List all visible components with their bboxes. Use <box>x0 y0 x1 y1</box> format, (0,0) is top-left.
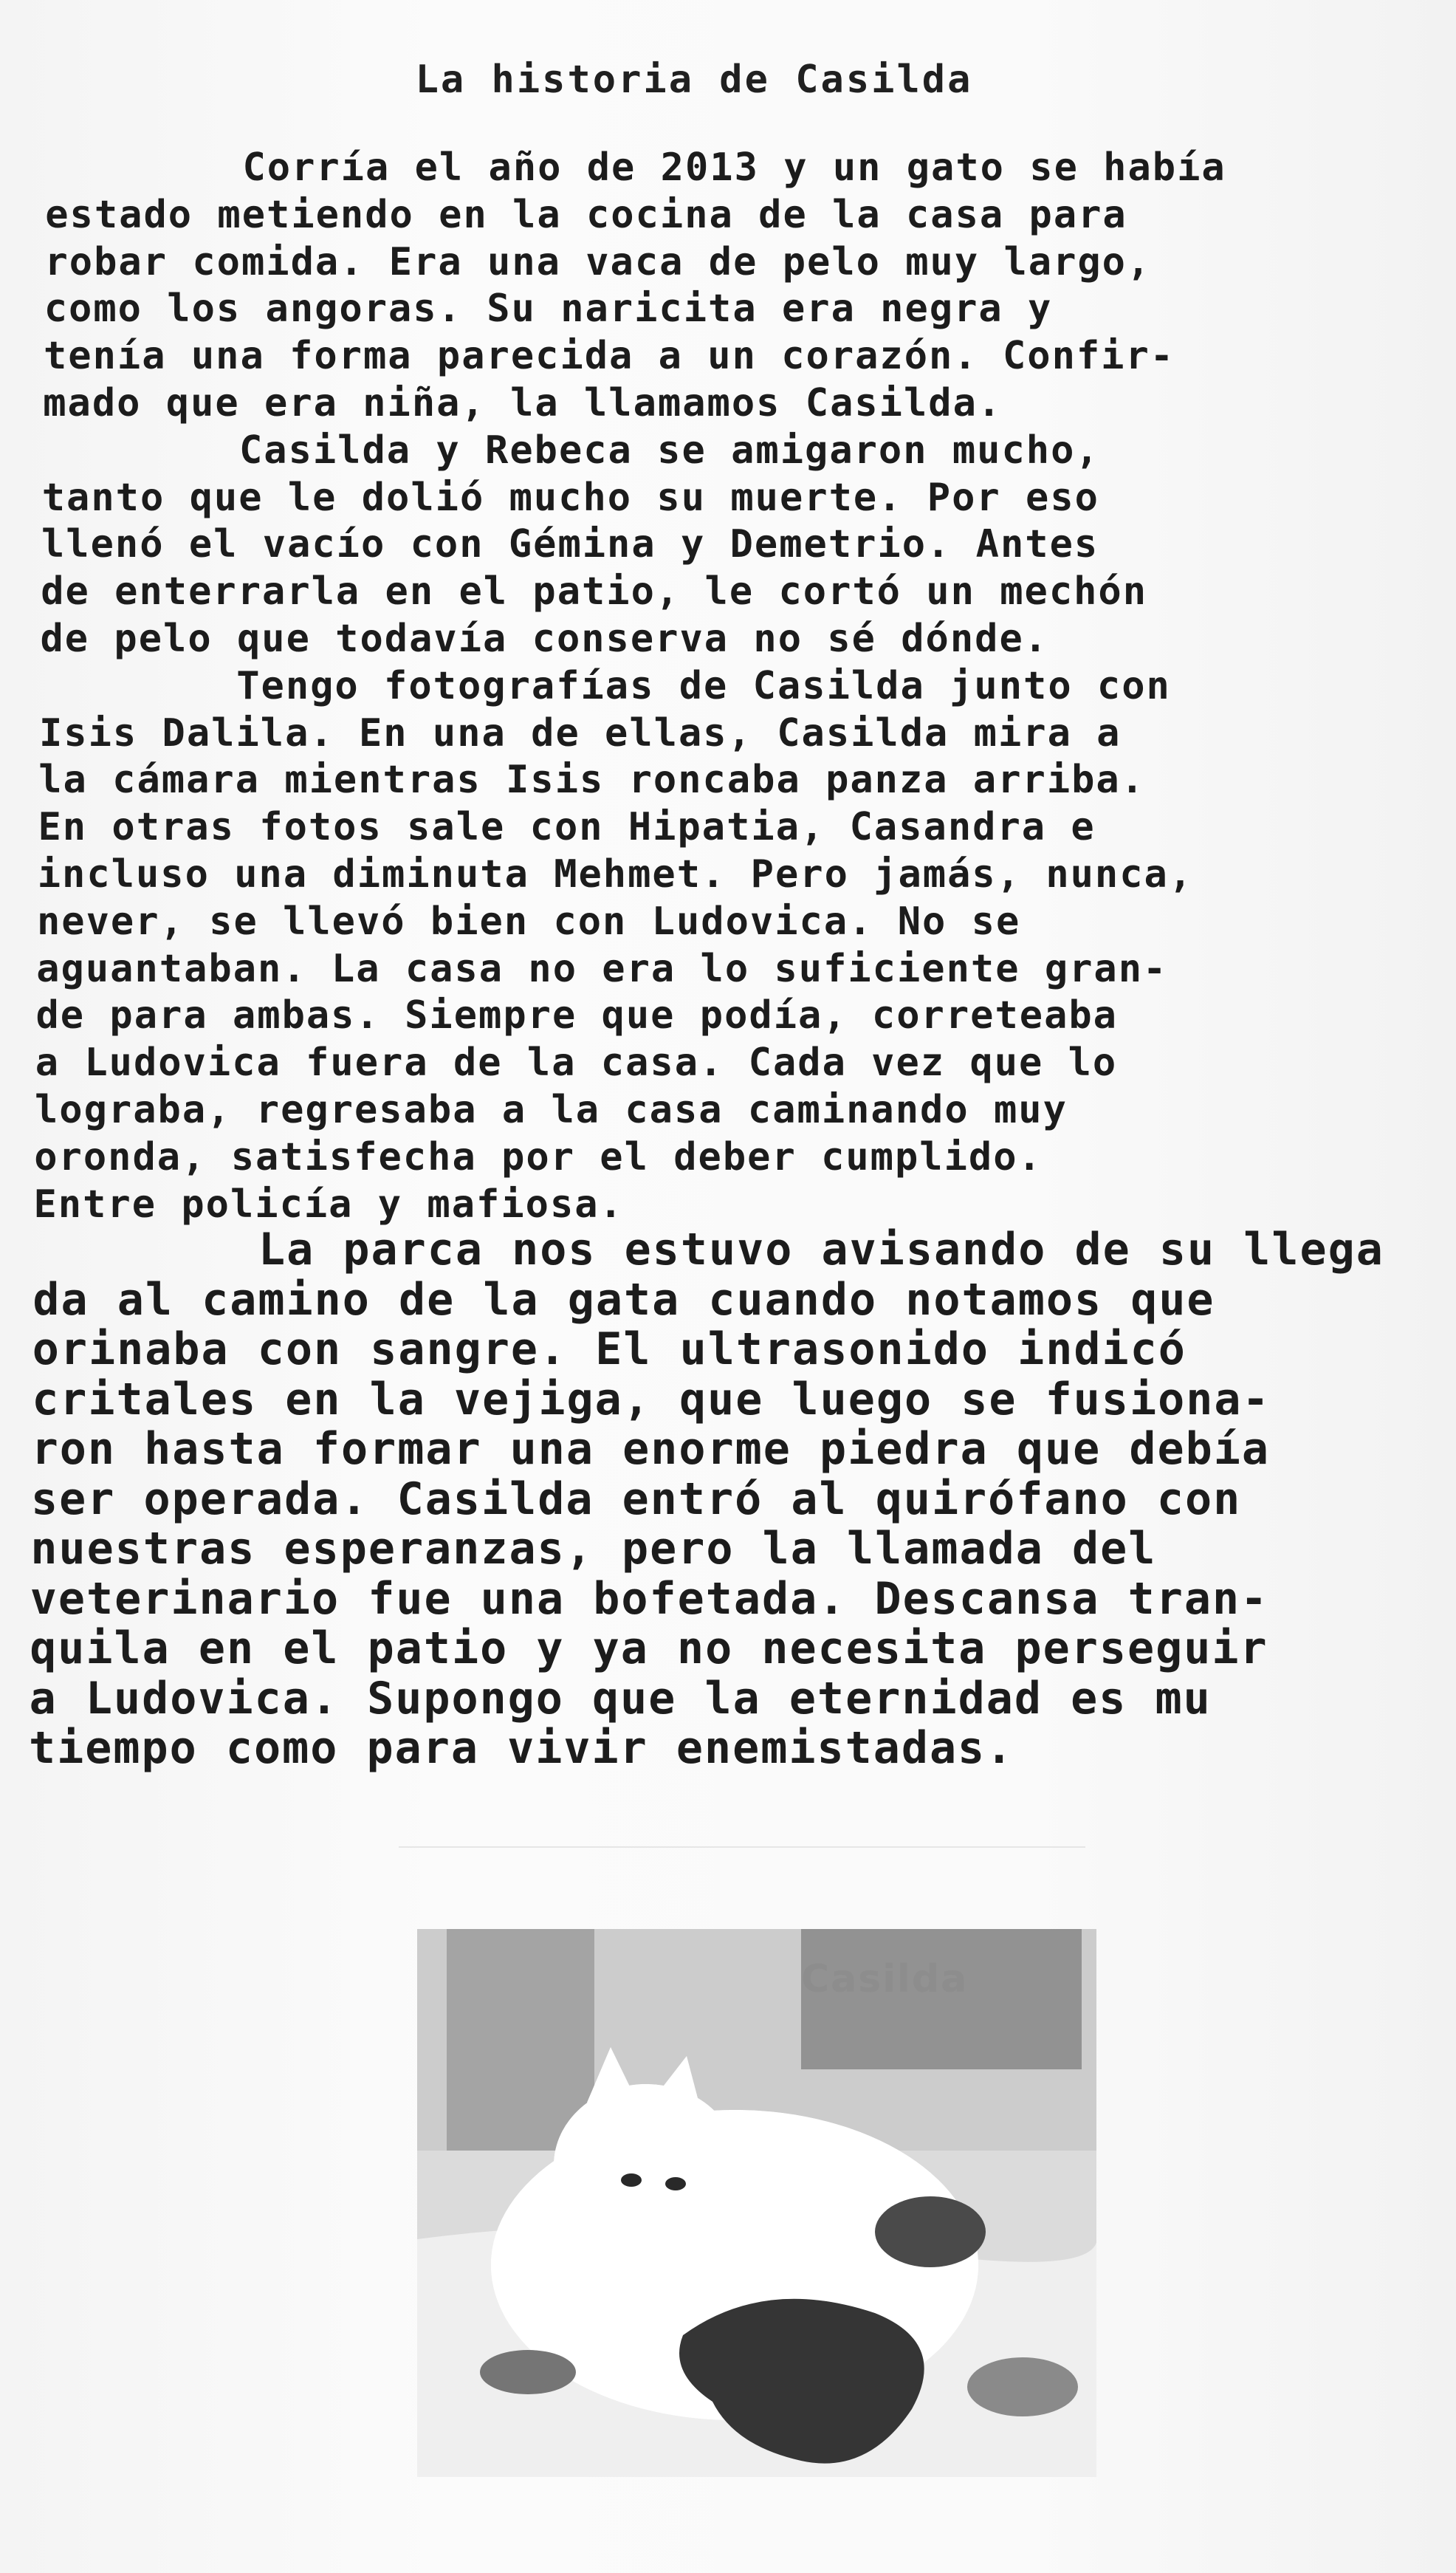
document-line: oronda, satisfecha por el deber cumplido. <box>34 1134 1043 1179</box>
document-line: Corría el año de 2013 y un gato se había <box>46 145 1226 190</box>
document-line: lograba, regresaba a la casa caminando muy <box>35 1088 1068 1132</box>
document-line: veterinario fue una bofetada. Descansa tran- <box>30 1572 1269 1625</box>
document-line: de enterrarla en el patio, le cortó un mechón <box>41 569 1148 614</box>
document-line: a Ludovica fuera de la casa. Cada vez que lo <box>35 1041 1118 1086</box>
photo-caption: Casilda <box>801 1957 969 2001</box>
document-line: nuestras esperanzas, pero la llamada del <box>30 1523 1157 1575</box>
document-line: tenía una forma parecida a un corazón. Confir- <box>44 334 1175 379</box>
document-line: En otras fotos sale con Hipatia, Casandra e <box>38 805 1096 850</box>
document-line: Casilda y Rebeca se amigaron mucho, <box>42 428 1100 473</box>
document-line: mado que era niña, la llamamos Casilda. <box>43 381 1003 425</box>
document-line: ron hasta formar una enorme piedra que debía <box>31 1423 1271 1475</box>
document-line: a Ludovica. Supongo que la eternidad es mu <box>29 1672 1212 1724</box>
cat-photo <box>417 1929 1096 2477</box>
document-line: incluso una diminuta Mehmet. Pero jamás, nunca, <box>37 852 1194 897</box>
document-line: de pelo que todavía conserva no sé dónde. <box>40 617 1049 661</box>
divider <box>399 1846 1085 1848</box>
document-line: como los angoras. Su naricita era negra y <box>44 287 1053 332</box>
document-title: La historia de Casilda <box>415 58 973 102</box>
document-line: de para ambas. Siempre que podía, correteaba <box>35 993 1118 1038</box>
document-line: critales en la vejiga, que luego se fusiona- <box>32 1373 1271 1425</box>
document-line: estado metiendo en la cocina de la casa para <box>45 192 1127 237</box>
document-line: La parca nos estuvo avisando de su llega <box>33 1224 1384 1275</box>
document-line: robar comida. Era una vaca de pelo muy largo, <box>44 239 1152 284</box>
document-line: la cámara mientras Isis roncaba panza arriba. <box>38 758 1146 803</box>
document-line: orinaba con sangre. El ultrasonido indicó <box>32 1323 1187 1375</box>
document-line: tiempo como para vivir enemistadas. <box>29 1722 1014 1774</box>
document-line: Tengo fotografías de Casilda junto con <box>39 663 1171 708</box>
document-line: aguantaban. La casa no era lo suficiente gran- <box>36 946 1168 991</box>
document-line: Entre policía y mafiosa. <box>33 1182 624 1227</box>
document-line: llenó el vacío con Gémina y Demetrio. Antes <box>41 522 1099 567</box>
document-line: never, se llevó bien con Ludovica. No se <box>37 899 1021 944</box>
document-line: quila en el patio y ya no necesita perseguir <box>30 1623 1268 1674</box>
cat-photo-image <box>417 1929 1096 2477</box>
document-line: Isis Dalila. En una de ellas, Casilda mira a <box>39 710 1122 756</box>
document-line: ser operada. Casilda entró al quirófano con <box>31 1473 1242 1525</box>
document-line: da al camino de la gata cuando notamos que <box>32 1273 1215 1326</box>
document-line: tanto que le dolió mucho su muerte. Por eso <box>41 475 1099 520</box>
